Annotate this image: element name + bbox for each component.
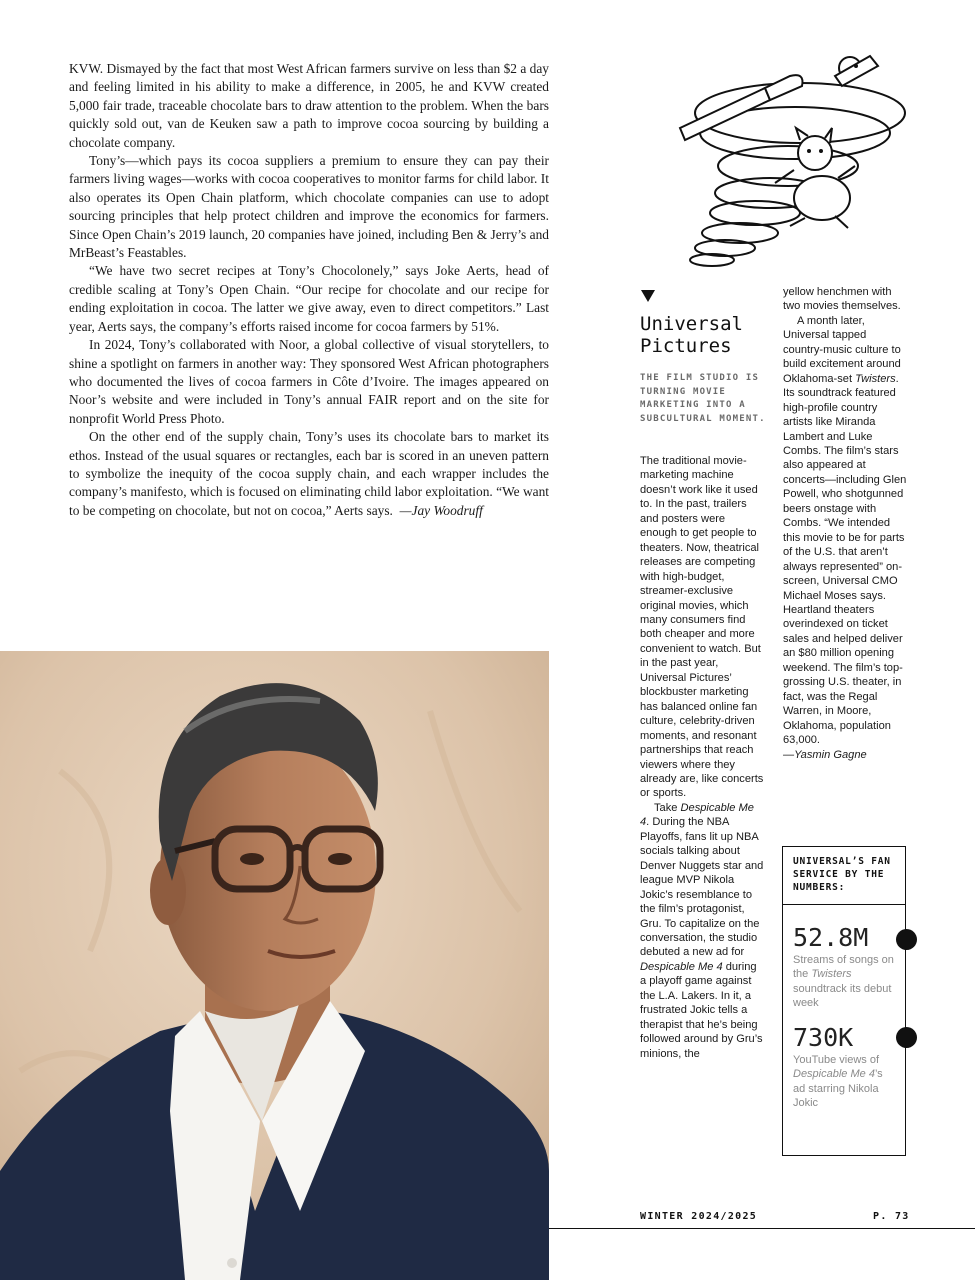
sidebar-byline	[783, 748, 907, 762]
sidebar-column-2	[783, 285, 907, 762]
tornado-illustration	[670, 48, 910, 273]
movie-title: Twisters	[811, 968, 852, 981]
movie-title: Despicable Me 4	[640, 801, 754, 829]
stats-heading: UNIVERSAL’S FAN SERVICE BY THE NUMBERS:	[783, 847, 905, 905]
article-paragraph: “We have two secret recipes at Tony’s Chocolonely,” says Joke Aerts, head of credible scaling at Tony’s Open Chain. “Our recipe for chocolate and our recipe for ending exploitation in cocoa. The latter we give away, even to direct competitors.” Last year, Aerts says, the company’s efforts raised income for cocoa farmers by 51%.	[69, 263, 549, 334]
stat-item	[783, 1023, 905, 1110]
article-byline: —Jay Woodruff	[399, 502, 483, 518]
sidebar-column-1	[640, 454, 764, 1061]
movie-title: Despicable Me 4	[793, 1068, 875, 1081]
article-paragraph-last	[69, 428, 549, 520]
sidebar-paragraph	[783, 314, 907, 748]
article-paragraph: In 2024, Tony’s collaborated with Noor, a global collective of visual storytellers, to shine a spotlight on farmers in another way: They sponsored West African photographers who documented the lives of cocoa farmers in Côte d’Ivoire. The images appeared on Noor’s website and were included in Tony’s annual FAIR report and on the site for nonprofit World Press Photo.	[69, 337, 549, 426]
movie-title: Twisters	[855, 372, 896, 385]
sidebar-triangle-icon	[641, 290, 655, 302]
sidebar-paragraph: yellow henchmen with two movies themselves.	[783, 286, 901, 313]
article-paragraph: KVW. Dismayed by the fact that most West African farmers survive on less than $2 a day and feeling limited in his ability to make a difference, in 2005, he and KVW created 5,000 fair trade, traceable chocolate bars to draw attention to the problem. When the bars quickly sold out, van de Keuken saw a path to improve cocoa sourcing by building a chocolate company.	[69, 61, 549, 150]
stat-text: ’s ad starring Nikola Jokic	[793, 1068, 883, 1110]
tornado-icon	[670, 48, 910, 273]
bullet-dot-icon	[896, 929, 917, 950]
sidebar-paragraph	[640, 801, 764, 1061]
article-paragraph: Tony’s—which pays its cocoa suppliers a premium to ensure they can pay their farmers living wages—works with cocoa cooperatives to monitor farms for child labor. It also operates its Open Chain platform, which chocolate companies can use to adopt sourcing principles that help protect children and improve the economics for farmers. Since Open Chain’s 2019 launch, 20 companies have joined, including Ben & Jerry’s and MrBeast’s Feastables.	[69, 153, 549, 261]
stat-item	[783, 923, 905, 1010]
sidebar-text: during a playoff game against the L.A. Lakers. In it, a frustrated Jokic tells a therapist that he’s being followed around by Gru’s minions, the	[640, 960, 763, 1060]
stat-text: Streams of songs on the	[793, 954, 894, 981]
footer-rule	[549, 1228, 975, 1229]
sidebar-text: . Its soundtrack featured high-profile country artists like Miranda Lambert and Luke Combs. The film’s stars also appeared at concerts—including Glen Powell, who shotgunned beers onstage with Combs. “We intended this movie to be for parts of the U.S. that aren’t always represented” on-screen, Universal CMO Michael Moses says. Heartland theaters overindexed on ticket sales and helped deliver an $80 million opening weekend. The film’s top-grossing U.S. theater, in fact, was the Regal Warren, in Moore, Oklahoma, population 63,000.	[783, 372, 907, 747]
sidebar-paragraph: The traditional movie-marketing machine doesn’t work like it used to. In the past, trailers and posters were enough to get people to theaters. Now, theatrical releases are competing with high-budget, streamer-exclusive original movies, which many consumers find both cheaper and more convenient to watch. But in the past year, Universal Pictures’ blockbuster marketing has balanced online fan culture, celebrity-driven moments, and resonant partnerships that reach viewers where they already are, like concerts or sports.	[640, 455, 764, 800]
portrait-photo	[0, 651, 549, 1280]
stat-description	[793, 1053, 895, 1110]
stat-text: YouTube views of	[793, 1054, 880, 1067]
stat-description	[793, 953, 895, 1010]
article-last-text: On the other end of the supply chain, Tony’s uses its chocolate bars to market its ethos. Instead of the usual squares or rectangles, each bar is scored in an uneven pattern to symbolize the inequity of the cocoa supply chain, and each wrapper includes the company’s manifesto, which is focused on eliminating child labor exploitation. “We want to be competing on chocolate, but not on cocoa,” Aerts says.	[69, 429, 549, 518]
movie-title: Despicable Me 4	[640, 960, 723, 973]
footer-page-number: P. 73	[873, 1211, 910, 1222]
bullet-dot-icon	[896, 1027, 917, 1048]
sidebar-title: Universal Pictures	[640, 313, 743, 357]
portrait-illustration	[0, 651, 549, 1280]
sidebar-text: A month later, Universal tapped country-music culture to build excitement around Oklahoma-set	[783, 314, 901, 385]
sidebar-deck: THE FILM STUDIO IS TURNING MOVIE MARKETING INTO A SUBCULTURAL MOMENT.	[640, 373, 766, 425]
stat-value: 730K	[793, 1023, 854, 1053]
stat-value: 52.8M	[793, 923, 869, 952]
sidebar-text: Take	[654, 801, 681, 814]
stats-box	[782, 846, 906, 1156]
sidebar-text: . During the NBA Playoffs, fans lit up NBA socials talking about Denver Nuggets star and league MVP Nikola Jokic’s resemblance to the film’s protagonist, Gru. To capitalize on the conversation, the studio debuted a new ad for	[640, 816, 764, 959]
stat-text: soundtrack its debut week	[793, 982, 892, 1009]
main-article	[69, 60, 549, 520]
footer-issue-date: WINTER 2024/2025	[640, 1211, 758, 1222]
byline-text: —Yasmin Gagne	[783, 748, 867, 761]
